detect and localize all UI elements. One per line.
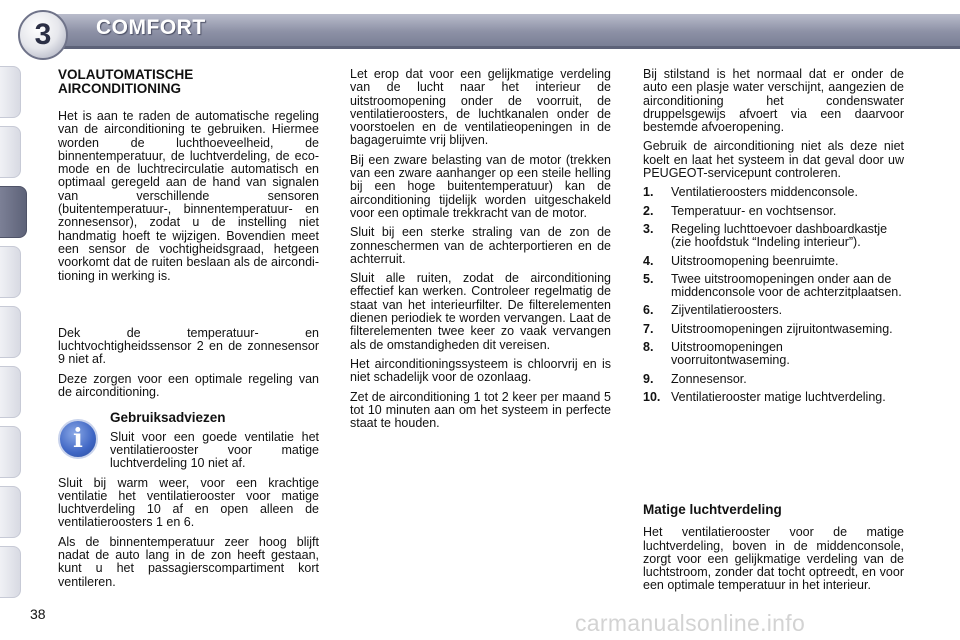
- chapter-number-badge: 3: [18, 10, 68, 60]
- usage-tip-3: Als de binnentemperatuur zeer hoog blijft nadat de auto lang in de zon heeft gestaan, kunt u het passagierscompartiment kort ventileren.: [58, 534, 319, 589]
- sunshade-paragraph: Sluit bij een sterke straling van de zon de zonneschermen van de achterportieren en de achterruit.: [350, 225, 611, 266]
- matige-paragraph: Het ventilatierooster voor de matige luchtverdeling, boven in de middenconsole, zorgt voor een gelijkmatige verdeling van de luchtstroom, zonder dat tocht optreedt, en voor een optimale temperatuur in het interieur.: [643, 525, 904, 593]
- watermark: carmanualsonline.info: [575, 610, 806, 636]
- chapter-title: COMFORT: [96, 16, 206, 39]
- list-item: 2. Temperatuur- en vochtsensor.: [643, 203, 837, 218]
- side-tab-6[interactable]: [0, 366, 21, 418]
- side-tab-7[interactable]: [0, 426, 21, 478]
- list-item: 6. Zijventilatieroosters.: [643, 303, 783, 318]
- section-title: VOLAUTOMATISCHE AIRCONDITIONING: [58, 67, 194, 96]
- side-tab-4[interactable]: [0, 246, 21, 298]
- maintenance-paragraph: Zet de airconditioning 1 tot 2 keer per maand 5 tot 10 minuten aan om het systeem in perfecte staat te houden.: [350, 389, 611, 431]
- service-paragraph: Gebruik de airconditioning niet als deze niet koelt en laat het systeem in dat geval door uw PEUGEOT-servicepunt controleren.: [643, 139, 904, 181]
- side-tab-5[interactable]: [0, 306, 21, 358]
- list-item: 8. Uitstroomopeningen voorruitontwaseming.: [643, 340, 790, 368]
- side-tab-9[interactable]: [0, 546, 21, 598]
- header-underline: [40, 46, 960, 49]
- side-tab-8[interactable]: [0, 486, 21, 538]
- column-left: [58, 68, 319, 595]
- list-item: 4. Uitstroomopening beenruimte.: [643, 253, 839, 268]
- engine-load-paragraph: Bij een zware belasting van de motor (trekken van een zware aanhanger op een steile helling bij een hoge buitentemperatuur) kan de airconditioning tijdelijk worden uitgeschakeld voor een optimale trekkracht van de motor.: [350, 152, 611, 220]
- chapter-side-tabs: [0, 66, 26, 606]
- usage-tip-1: Sluit voor een goede ventilatie het ventilatierooster voor matige luchtverdeling 10 niet af.: [110, 429, 319, 471]
- list-item: 10. Ventilatierooster matige luchtverdeling.: [643, 389, 886, 404]
- list-item: 3. Regeling luchttoevoer dashboardkastje (zie hoofdstuk “Indeling interieur”).: [643, 221, 888, 250]
- list-item: 1. Ventilatieroosters middenconsole.: [643, 185, 858, 200]
- column-right: [643, 68, 904, 409]
- matige-section: [643, 503, 904, 599]
- side-tab-1[interactable]: [0, 66, 21, 118]
- list-item: 9. Zonnesensor.: [643, 371, 747, 386]
- ozone-paragraph: Het airconditioningssysteem is chloorvrij en is niet schadelijk voor de ozonlaag.: [350, 356, 611, 385]
- usage-tips-box: [58, 411, 319, 589]
- airflow-paragraph: Let erop dat voor een gelijkmatige verdeling van de lucht naar het interieur de uitstroomopening onder de voorruit, de ventilatieroosters, de luchtkanalen onder de voorstoelen en de ventilatieopeningen in de bagageruimte vrij blijven.: [350, 67, 611, 148]
- vent-legend-list: [643, 186, 904, 404]
- usage-tips-title: Gebruiksadviezen: [110, 410, 226, 426]
- side-tab-2[interactable]: [0, 126, 21, 178]
- list-item: 7. Uitstroomopeningen zijruitontwaseming.: [643, 321, 893, 336]
- condensation-paragraph: Bij stilstand is het normaal dat er onder de auto een plasje water verschijnt, aangezien de airconditioning het condenswater druppelsgewijs afvoert via een daarvoor bestemde afvoeropening.: [643, 67, 904, 135]
- side-tab-3-active[interactable]: [0, 186, 27, 238]
- intro-paragraph: Het is aan te raden de automatische regeling van de airconditioning te gebruiken. Hiermee worden de luchthoeveelheid, de binnentemperatuur, de luchtverdeling, de eco-mode en de luchtrecirculatie automatisch en optimaal geregeld aan de hand van signalen van verschillende sensoren (buitentemperatuur-, binnentemperatuur- en zonnesensor), zodat u de instelling niet handmatig hoeft te wijzigen. Bovendien meet een sensor de vochtigheidsgraad, hetgeen voorkomt dat de ruiten beslaan als de airconditioning in werking is.: [58, 109, 319, 283]
- sensor-note: Deze zorgen voor een optimale regeling van de airconditioning.: [58, 371, 319, 400]
- usage-tip-2: Sluit bij warm weer, voor een krachtige ventilatie het ventilatierooster voor matige luchtverdeling 10 af en open alleen de ventilatieroosters 1 en 6.: [58, 475, 319, 530]
- list-item: 5. Twee uitstroomopeningen onder aan de middenconsole voor de achterzitplaatsen.: [643, 271, 902, 300]
- matige-title: Matige luchtverdeling: [643, 502, 782, 517]
- page-number: 38: [30, 606, 46, 622]
- info-icon: i: [58, 419, 98, 459]
- sensor-paragraph: Dek de temperatuur- en luchtvochtigheidssensor 2 en de zonnesensor 9 niet af.: [58, 325, 319, 367]
- filter-paragraph: Sluit alle ruiten, zodat de airconditioning effectief kan werken. Controleer regelmatig de staat van het interieurfilter. De filterelementen dienen periodiek te worden vervangen. Laat de filterelementen twee keer zo vaak vervangen als de omstandigheden dit vereisen.: [350, 271, 611, 352]
- column-middle: [350, 68, 611, 436]
